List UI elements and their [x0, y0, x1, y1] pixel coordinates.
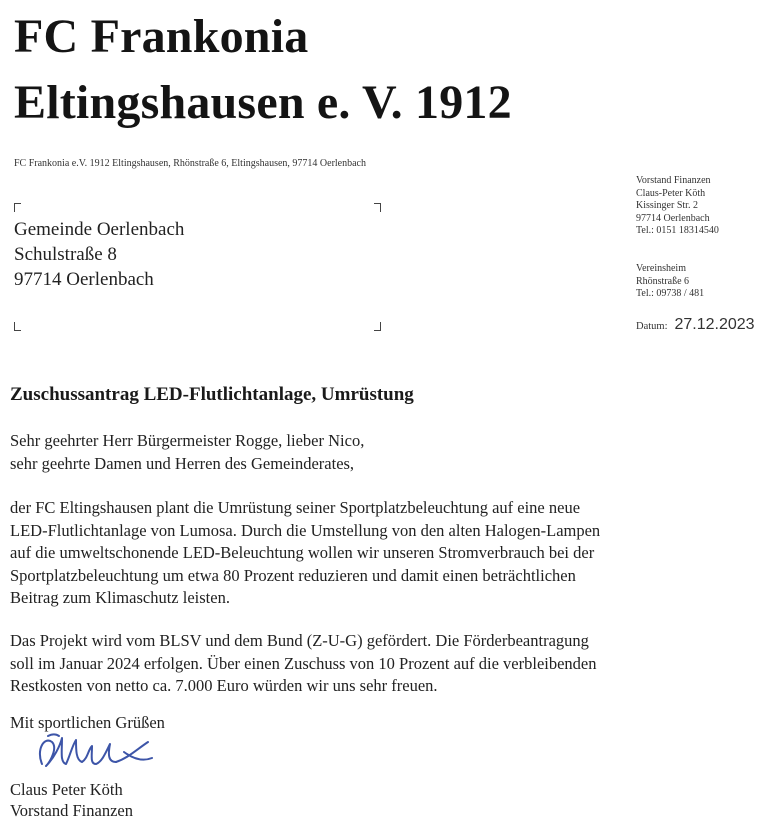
date-row [636, 316, 755, 334]
clubhouse-block [636, 263, 704, 301]
contact-line: 97714 Oerlenbach [636, 212, 710, 224]
club-name-line-2: Eltingshausen e. V. 1912 [14, 76, 512, 129]
salutation-line: Sehr geehrter Herr Bürgermeister Rogge, lieber Nico, [10, 431, 365, 450]
date-label: Datum: [636, 321, 668, 332]
signatory-name: Claus Peter Köth [10, 780, 123, 799]
paragraph-line: auf die umweltschonende LED-Beleuchtung wollen wir unseren Stromverbrauch bei der [10, 543, 595, 562]
paragraph-line: der FC Eltingshausen plant die Umrüstung seiner Sportplatzbeleuchtung auf eine neue [10, 498, 581, 517]
salutation [10, 430, 364, 475]
address-corner-top-right [374, 203, 381, 212]
salutation-line: sehr geehrte Damen und Herren des Gemeinderates, [10, 453, 355, 473]
clubhouse-phone: Tel.: 09738 / 481 [636, 288, 705, 299]
paragraph-line: Beitrag zum Klimaschutz leisten. [10, 588, 230, 607]
paragraph-line: Das Projekt wird vom BLSV und dem Bund (Z-U-G) gefördert. Die Förderbeantragung [10, 631, 589, 650]
signatory-block [10, 779, 133, 821]
contact-line: Vorstand Finanzen [636, 175, 711, 186]
recipient-city: 97714 Oerlenbach [14, 269, 154, 290]
recipient-street: Schulstraße 8 [14, 244, 117, 265]
contact-block [636, 175, 719, 238]
paragraph-line: LED-Flutlichtanlage von Lumosa. Durch die Umstellung von den alten Halogen-Lampen [10, 520, 601, 540]
contact-phone: Tel.: 0151 18314540 [636, 225, 719, 236]
letter-subject: Zuschussantrag LED-Flutlichtanlage, Umrüstung [10, 384, 414, 405]
clubhouse-line: Rhönstraße 6 [636, 275, 690, 287]
body-paragraph-1 [10, 497, 600, 610]
address-corner-bottom-right [374, 322, 381, 331]
date-value: 27.12.2023 [674, 316, 755, 333]
body-paragraph-2 [10, 630, 597, 698]
paragraph-line: Sportplatzbeleuchtung um etwa 80 Prozent reduzieren und damit einen beträchtlichen [10, 565, 576, 585]
contact-line: Claus-Peter Köth [636, 187, 706, 199]
club-name-line-1: FC Frankonia [14, 10, 309, 63]
recipient-name: Gemeinde Oerlenbach [14, 219, 185, 240]
paragraph-line: Restkosten von netto ca. 7.000 Euro würden wir uns sehr freuen. [10, 676, 438, 695]
handwritten-signature [32, 728, 162, 776]
clubhouse-line: Vereinsheim [636, 263, 686, 274]
address-corner-top-left [14, 203, 21, 212]
paragraph-line: soll im Januar 2024 erfolgen. Über einen Zuschuss von 10 Prozent auf die verbleibenden [10, 653, 597, 673]
address-corner-bottom-left [14, 322, 21, 331]
contact-line: Kissinger Str. 2 [636, 200, 698, 211]
closing-formula: Mit sportlichen Grüßen [10, 713, 165, 732]
sender-return-line: FC Frankonia e.V. 1912 Eltingshausen, Rhönstraße 6, Eltingshausen, 97714 Oerlenbach [14, 158, 366, 169]
signatory-role: Vorstand Finanzen [10, 801, 133, 820]
